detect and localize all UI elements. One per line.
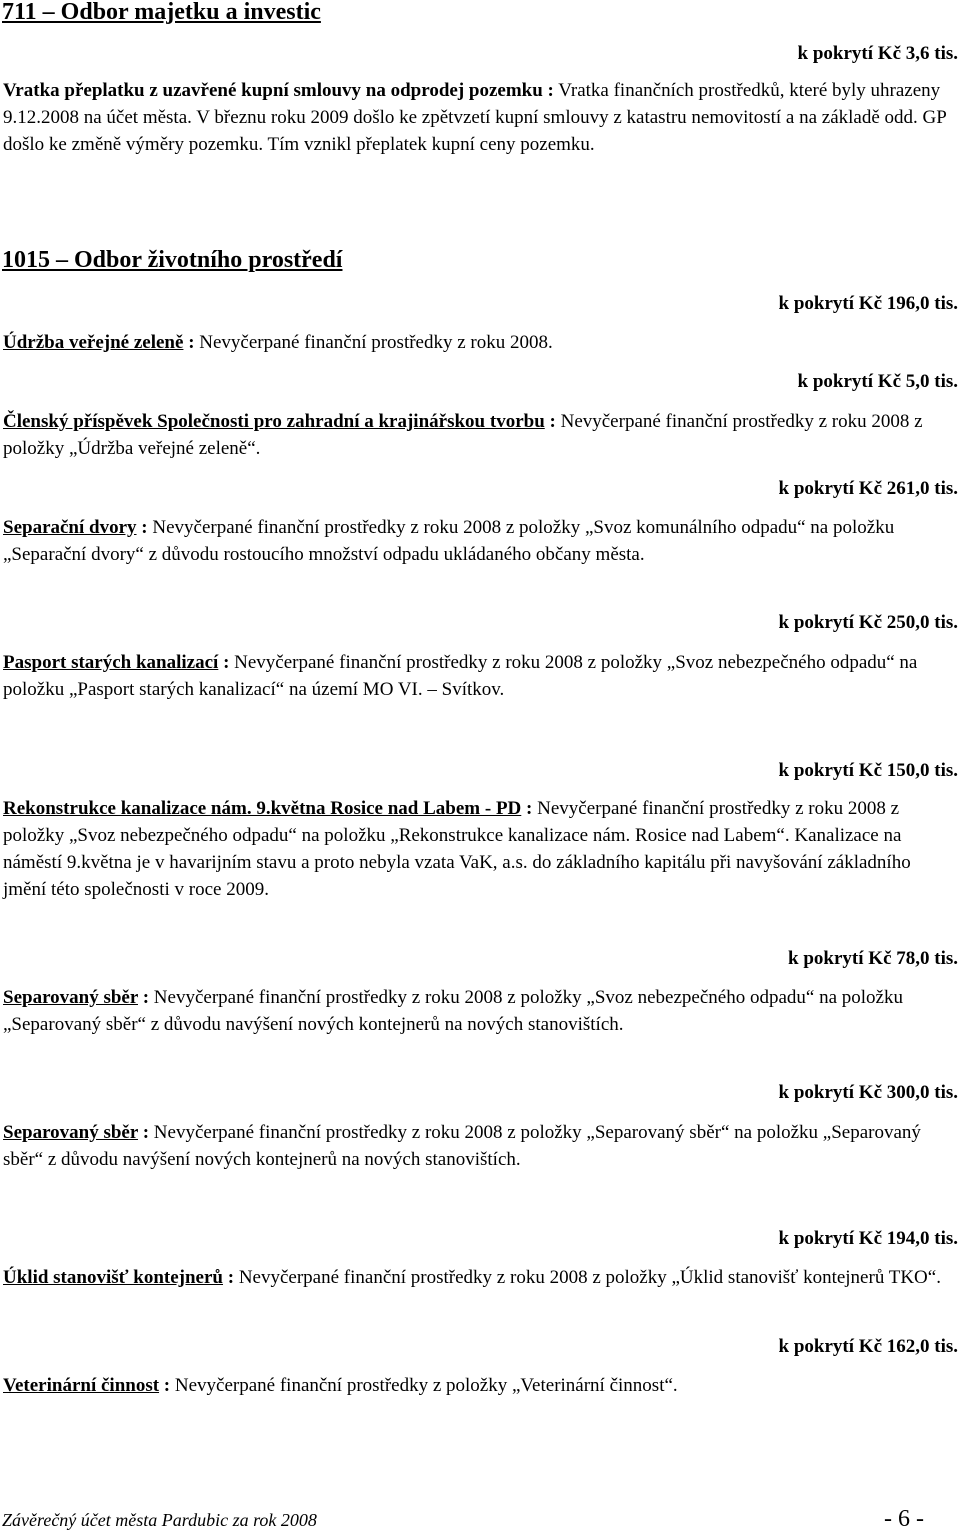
- item-separator: :: [521, 798, 538, 819]
- item-title-pasport-kanalizaci: Pasport starých kanalizací: [3, 652, 219, 673]
- item-title-uklid-stanovist: Úklid stanovišť kontejnerů: [3, 1267, 223, 1288]
- amount-udrzba-zelene: k pokrytí Kč 196,0 tis.: [778, 293, 958, 314]
- item-text-clensky-prispevek: Nevyčerpané finanční prostředky z roku 2008 z položky „Údržba veřejné zeleně“.: [3, 411, 923, 459]
- amount-uklid-stanovist: k pokrytí Kč 194,0 tis.: [778, 1228, 958, 1249]
- section-711-heading: 711 – Odbor majetku a investic: [2, 0, 321, 25]
- item-text-uklid-stanovist: Nevyčerpané finanční prostředky z roku 2008 z položky „Úklid stanovišť kontejnerů TKO“.: [238, 1267, 941, 1288]
- amount-veterinarni-cinnost: k pokrytí Kč 162,0 tis.: [778, 1336, 958, 1357]
- paragraph-uklid-stanovist: [3, 1264, 958, 1291]
- item-separator: :: [159, 1375, 175, 1396]
- paragraph-udrzba-zelene: [3, 329, 958, 356]
- paragraph-separacni-dvory: [3, 514, 958, 568]
- paragraph-separovany-sber-1: [3, 984, 958, 1038]
- amount-vratka: k pokrytí Kč 3,6 tis.: [797, 43, 958, 64]
- paragraph-clensky-prispevek: [3, 408, 958, 462]
- item-title-rekonstrukce-kanalizace: Rekonstrukce kanalizace nám. 9.května Rosice nad Labem - PD: [3, 798, 522, 819]
- paragraph-vratka: [3, 77, 958, 158]
- item-separator: :: [137, 987, 154, 1008]
- item-text-udrzba-zelene: Nevyčerpané finanční prostředky z roku 2008.: [199, 332, 553, 353]
- item-separator: :: [136, 517, 153, 538]
- item-title-veterinarni-cinnost: Veterinární činnost: [3, 1375, 160, 1396]
- item-title-udrzba-zelene: Údržba veřejné zeleně: [3, 332, 184, 353]
- item-separator: :: [137, 1122, 154, 1143]
- paragraph-veterinarni-cinnost: [3, 1372, 958, 1399]
- item-title-clensky-prispevek: Členský příspěvek Společnosti pro zahradní a krajinářskou tvorbu: [3, 411, 545, 432]
- item-separator: :: [183, 332, 200, 353]
- paragraph-separovany-sber-2: [3, 1119, 958, 1173]
- amount-separovany-sber-1: k pokrytí Kč 78,0 tis.: [788, 948, 958, 969]
- amount-separacni-dvory: k pokrytí Kč 261,0 tis.: [778, 478, 958, 499]
- paragraph-rekonstrukce-kanalizace: [3, 795, 958, 903]
- item-text-veterinarni-cinnost: Nevyčerpané finanční prostředky z položky „Veterinární činnost“.: [174, 1375, 678, 1396]
- item-title-separacni-dvory: Separační dvory: [3, 517, 137, 538]
- item-text-vratka: Vratka finančních prostředků, které byly uhrazeny 9.12.2008 na účet města. V březnu roku 2009 došlo ke zpětvzetí kupní smlouvy z katastru nemovitostí a na základě odd. GP došlo ke změně výměry pozemku. Tím vznikl přeplatek kupní ceny pozemku.: [3, 80, 947, 155]
- item-separator: :: [218, 652, 235, 673]
- item-text-separovany-sber-2: Nevyčerpané finanční prostředky z roku 2008 z položky „Separovaný sběr“ na položku „Separovaný sběr“ z důvodu navýšení nových kontejnerů na nových stanovištích.: [3, 1122, 921, 1170]
- item-separator: :: [544, 411, 561, 432]
- paragraph-pasport-kanalizaci: [3, 649, 958, 703]
- item-text-rekonstrukce-kanalizace: Nevyčerpané finanční prostředky z roku 2008 z položky „Svoz nebezpečného odpadu“ na položku „Rekonstrukce kanalizace nám. Rosice nad Labem“. Kanalizace na náměstí 9.května je v havarijním stavu a proto nebyla vzata VaK, a.s. do základního kapitálu při navyšování základního jmění této společnosti v roce 2009.: [3, 798, 911, 900]
- item-text-separacni-dvory: Nevyčerpané finanční prostředky z roku 2008 z položky „Svoz komunálního odpadu“ na položku „Separační dvory“ z důvodu rostoucího množství odpadu ukládaného občany města.: [3, 517, 895, 565]
- page-number: - 6 -: [884, 1506, 924, 1532]
- item-separator: :: [223, 1267, 239, 1288]
- item-text-separovany-sber-1: Nevyčerpané finanční prostředky z roku 2008 z položky „Svoz nebezpečného odpadu“ na položku „Separovaný sběr“ z důvodu navýšení nových kontejnerů na nových stanovištích.: [3, 987, 903, 1035]
- item-text-pasport-kanalizaci: Nevyčerpané finanční prostředky z roku 2008 z položky „Svoz nebezpečného odpadu“ na položku „Pasport starých kanalizací“ na území MO VI. – Svítkov.: [3, 652, 918, 700]
- item-title-separovany-sber-2: Separovaný sběr: [3, 1122, 138, 1143]
- footer-title: Závěrečný účet města Pardubic za rok 2008: [2, 1510, 317, 1530]
- item-title-separovany-sber-1: Separovaný sběr: [3, 987, 138, 1008]
- amount-pasport-kanalizaci: k pokrytí Kč 250,0 tis.: [778, 612, 958, 633]
- item-title-vratka: Vratka přeplatku z uzavřené kupní smlouvy na odprodej pozemku :: [3, 80, 554, 101]
- amount-clensky-prispevek: k pokrytí Kč 5,0 tis.: [797, 371, 958, 392]
- amount-rekonstrukce-kanalizace: k pokrytí Kč 150,0 tis.: [778, 760, 958, 781]
- amount-separovany-sber-2: k pokrytí Kč 300,0 tis.: [778, 1082, 958, 1103]
- section-1015-heading: 1015 – Odbor životního prostředí: [2, 247, 343, 273]
